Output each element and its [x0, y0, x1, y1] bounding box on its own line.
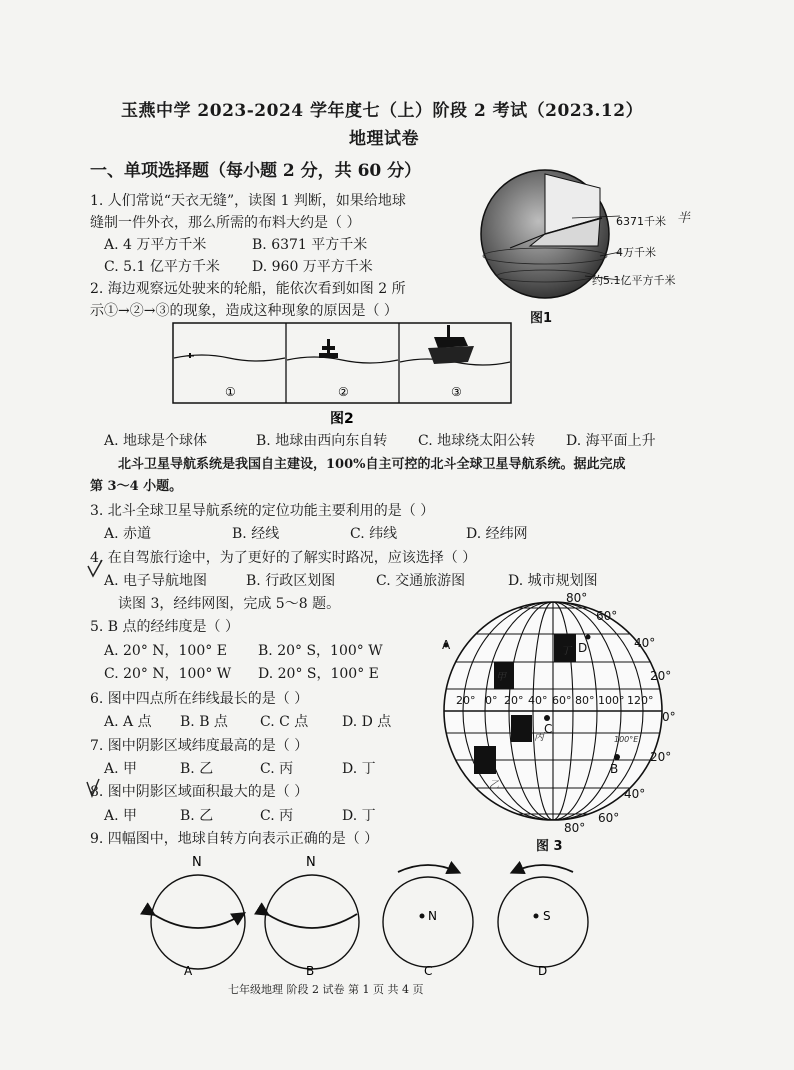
fig1-area-label: 约5.1亿平方千米 — [592, 274, 676, 287]
lat-label-bottom: 80° — [564, 821, 586, 835]
point-d-label: D — [578, 641, 588, 655]
q6-option-a: A. A 点 — [104, 714, 152, 730]
q3-option-d: D. 经纬网 — [466, 526, 528, 542]
q3-option-a: A. 赤道 — [104, 526, 152, 542]
q5-option-b: B. 20° S，100° W — [258, 643, 383, 659]
lon-label-100e: 100° — [598, 694, 625, 707]
lon-label-120e: 120° — [627, 694, 654, 707]
q8-option-c: C. 丙 — [260, 808, 294, 824]
shaded-region-yi — [474, 746, 496, 774]
q9-option-b: B — [306, 964, 315, 978]
point-c-label: C — [544, 722, 553, 736]
exam-title: 玉燕中学 2023-2024 学年度七（上）阶段 2 考试（2023.12） — [121, 101, 644, 121]
section-heading: 一、单项选择题（每小题 2 分，共 60 分） — [90, 161, 422, 181]
handwritten-note: 100°E — [614, 735, 639, 744]
q3-stem: 3. 北斗全球卫星导航系统的定位功能主要利用的是（ ） — [90, 503, 435, 519]
q8-option-d: D. 丁 — [342, 808, 376, 824]
q9-stem: 9. 四幅图中，地球自转方向表示正确的是（ ） — [90, 831, 379, 847]
handwritten-mark-q8 — [84, 776, 102, 802]
intro-q5-8: 读图 3，经纬网图，完成 5～8 题。 — [118, 596, 341, 612]
q8-option-b: B. 乙 — [180, 808, 214, 824]
lon-label-20w: 20° — [456, 694, 476, 707]
fig2-panel-2-label: ② — [338, 385, 349, 399]
q7-option-d: D. 丁 — [342, 761, 376, 777]
q5-option-c: C. 20° N，100° W — [104, 666, 232, 682]
q8-stem: 8. 图中阴影区域面积最大的是（ ） — [90, 784, 309, 800]
q2-option-a: A. 地球是个球体 — [104, 433, 208, 449]
fig2-panel-3-label: ③ — [451, 385, 462, 399]
q2-stem-line1: 2. 海边观察远处驶来的轮船，能依次看到如图 2 所 — [90, 281, 406, 297]
handwritten-check-q4 — [86, 558, 104, 580]
q4-stem: 4. 在自驾旅行途中，为了更好的了解实时路况，应该选择（ ） — [90, 550, 477, 566]
figure-q9-rotation — [140, 850, 600, 980]
lon-label-60e: 60° — [552, 694, 572, 707]
q3-option-b: B. 经线 — [232, 526, 280, 542]
q4-option-b: B. 行政区划图 — [246, 573, 336, 589]
lat-label-20s: 20° — [650, 750, 672, 764]
ship-panel-1 — [186, 353, 194, 358]
figure-1-globe — [470, 168, 700, 328]
figure-2-ships — [172, 322, 512, 426]
q2-stem-line2: 示①→②→③的现象，造成这种现象的原因是（ ） — [90, 303, 398, 319]
handwritten-ding: 丁 — [561, 646, 571, 657]
q9-d-south-label: S — [543, 909, 551, 923]
ship-panel-2 — [319, 339, 338, 358]
handwritten-yi: 乙 — [489, 780, 499, 791]
q2-option-c: C. 地球绕太阳公转 — [418, 433, 536, 449]
fig1-circumference-label: 4万千米 — [616, 246, 656, 259]
passage-line1: 北斗卫星导航系统是我国自主建设，100%自主可控的北斗全球卫星导航系统。据此完成 — [118, 457, 626, 472]
q4-option-d: D. 城市规划图 — [508, 573, 598, 589]
q6-option-d: D. D 点 — [342, 714, 392, 730]
q7-option-c: C. 丙 — [260, 761, 294, 777]
ship-panel-3 — [428, 325, 474, 364]
lat-label-top: 80° — [566, 591, 588, 605]
q7-option-b: B. 乙 — [180, 761, 214, 777]
q9-option-d: D — [538, 964, 548, 978]
fig1-radius-label: 6371千米 — [616, 215, 666, 228]
lat-label-equator: 0° — [662, 710, 676, 724]
lon-label-20e: 20° — [504, 694, 524, 707]
lat-label-60s: 60° — [598, 811, 620, 825]
q7-stem: 7. 图中阴影区域纬度最高的是（ ） — [90, 738, 309, 754]
fig3-caption: 图 3 — [536, 839, 563, 854]
q5-option-d: D. 20° S，100° E — [258, 666, 379, 682]
lat-label-60n: 60° — [596, 609, 618, 623]
q9-option-a: A — [184, 964, 193, 978]
q4-option-c: C. 交通旅游图 — [376, 573, 466, 589]
lon-label-80e: 80° — [575, 694, 595, 707]
q5-stem: 5. B 点的经纬度是（ ） — [90, 619, 239, 635]
q9-b-north-label: N — [306, 855, 316, 870]
q6-option-c: C. C 点 — [260, 714, 309, 730]
q4-option-a: A. 电子导航地图 — [104, 573, 208, 589]
fig2-caption: 图2 — [330, 411, 354, 427]
q5-option-a: A. 20° N，100° E — [104, 643, 227, 659]
q1-stem-line1: 1. 人们常说“天衣无缝”，读图 1 判断，如果给地球 — [90, 193, 406, 209]
handwritten-jia: 甲 — [496, 672, 506, 683]
fig1-handwriting: 半 — [677, 211, 691, 226]
lat-label-20n: 20° — [650, 669, 672, 683]
q6-option-b: B. B 点 — [180, 714, 228, 730]
lat-label-40n: 40° — [634, 636, 656, 650]
handwritten-bing: 丙 — [534, 732, 544, 743]
q1-stem-line2: 缝制一件外衣，那么所需的布料大约是（ ） — [90, 215, 361, 231]
q9-a-north-label: N — [192, 855, 202, 870]
q2-option-d: D. 海平面上升 — [566, 433, 656, 449]
q6-stem: 6. 图中四点所在纬线最长的是（ ） — [90, 691, 309, 707]
point-a-label: A — [442, 638, 451, 652]
exam-subtitle: 地理试卷 — [349, 129, 419, 149]
fig2-panel-1-label: ① — [225, 385, 236, 399]
figure-3-graticule — [444, 592, 684, 854]
shaded-region-bing — [511, 715, 532, 742]
q2-option-b: B. 地球由西向东自转 — [256, 433, 388, 449]
q3-option-c: C. 纬线 — [350, 526, 398, 542]
q1-option-a: A. 4 万平方千米 — [104, 237, 207, 253]
q1-option-c: C. 5.1 亿平方千米 — [104, 259, 220, 275]
lat-label-40s: 40° — [624, 787, 646, 801]
lon-label-40e: 40° — [528, 694, 548, 707]
q9-c-north-label: N — [428, 909, 437, 923]
lon-label-0: 0° — [485, 694, 498, 707]
q8-option-a: A. 甲 — [104, 808, 138, 824]
passage-line2: 第 3～4 小题。 — [90, 479, 183, 494]
q1-option-d: D. 960 万平方千米 — [252, 259, 373, 275]
q9-option-c: C — [424, 964, 433, 978]
point-b-label: B — [610, 762, 619, 776]
page-footer: 七年级地理 阶段 2 试卷 第 1 页 共 4 页 — [228, 983, 424, 996]
fig1-caption: 图1 — [530, 311, 553, 326]
q1-option-b: B. 6371 平方千米 — [252, 237, 368, 253]
q7-option-a: A. 甲 — [104, 761, 138, 777]
